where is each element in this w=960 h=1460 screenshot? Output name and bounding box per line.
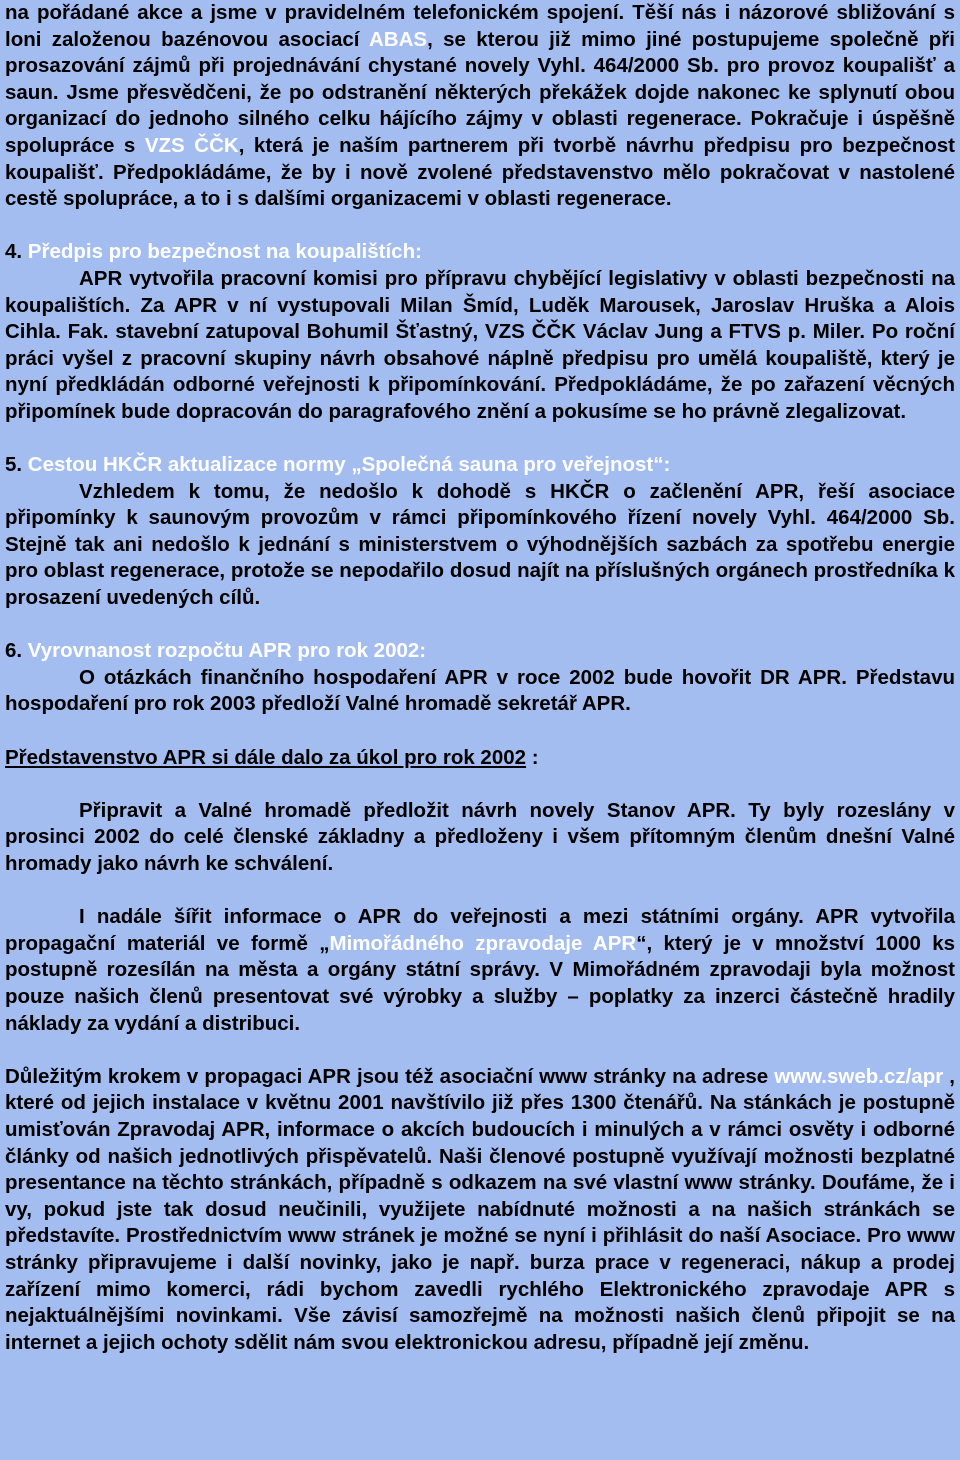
tasks-heading-text: Představenstvo APR si dále dalo za úkol pro rok 2002 [5,745,527,769]
section-4-body: APR vytvořila pracovní komisi pro přípravu chybějící legislativy v oblasti bezpečnosti na koupalištích. Za APR v ní vystupovali Milan Šmíd, Luděk Marousek, Jaroslav Hruška a Alois Cihla. Fak. stavební zatupoval Bohumil Šťastný, VZS ČČK Václav Jung a FTVS p. Miler. Po roční práci vyšel z pracovní skupiny návrh obsahové náplně předpisu pro umělá koupaliště, který je nyní předkládán odborné veřejnosti k připomínkování. Předpokládáme, že po zařazení věcných připomínek bude dopracován do paragrafového znění a pokusíme se ho právně zlegalizovat. [5,266,955,423]
tasks-paragraph-1: Připravit a Valné hromadě předložit návrh novely Stanov APR. Ty byly rozeslány v prosinci 2002 do celé členské základny a předloženy i všem přítomným členům dnešní Valné hromady jako návrh ke schválení. [5,798,955,875]
section-5-body: Vzhledem k tomu, že nedošlo k dohodě s HKČR o začlenění APR, řeší asociace připomínky k saunovým provozům v rámci připomínkového řízení novely Vyhl. 464/2000 Sb. Stejně tak ani nedošlo k jednání s ministerstvem o výhodnějších sazbách za spotřebu energie pro oblast regenerace, protože se nepodařilo dosud najít na příslušných orgánech prostředníka k prosazení uvedených cílů. [5,479,955,610]
section-5-title: Cestou HKČR aktualizace normy „Společná sauna pro veřejnost“: [27,453,671,477]
intro-text-3: , která je naším partnerem při tvorbě návrhu předpisu pro bezpečnost koupališť. Předpokládáme, že by i nově zvolené představenstvo mělo pokračovat v nastolené cestě spolupráce, a to i s dalšími organizacemi v oblasti regenerace. [5,133,955,211]
section-6-body: O otázkách finančního hospodaření APR v roce 2002 bude hovořit DR APR. Představu hospodaření pro rok 2003 předloží Valné hromadě sekretář APR. [5,665,955,716]
section-4-title: Předpis pro bezpečnost na koupalištích: [27,240,422,264]
newsletter-title: Mimořádného zpravodaje APR [329,931,637,955]
section-6-title: Vyrovnanost rozpočtu APR pro rok 2002: [27,639,427,663]
tasks-heading-tail: : [526,745,539,769]
section-5-number: 5. [5,453,28,477]
tasks-p2-text-2: “, který je v množství 1000 ks postupně rozesílán na města a orgány státní správy. V Mimořádném zpravodaji byla možnost pouze našich členů presentovat své výrobky a služby – poplatky za inzerci částečně hradily náklady za vydání a distribuci. [5,931,955,1035]
section-6-heading [5,638,955,665]
web-paragraph [5,1064,955,1357]
section-4-heading [5,239,955,266]
website-link[interactable]: www.sweb.cz/apr [774,1064,944,1088]
intro-text-2: , se kterou již mimo jiné postupujeme společně při prosazování zájmů při projednávání chystané novely Vyhl. 464/2000 Sb. pro provoz koupališť a saun. Jsme přesvědčeni, že po odstranění některých překážek dojde nakonec ke splynutí obou organizací do jednoho silného celku hájícího zájmy v oblasti regenerace. Pokračuje i úspěšně spolupráce s [5,27,955,157]
tasks-heading [5,745,955,772]
intro-paragraph [5,0,955,213]
web-text-1: Důležitým krokem v propagaci APR jsou též asociační www stránky na adrese [5,1064,775,1088]
abas-link[interactable]: ABAS [369,27,428,51]
web-text-2: , které od jejich instalace v květnu 2001 navštívilo již přes 1300 čtenářů. Na stánkách je postupně umisťován Zpravodaj APR, informace o akcích budoucích i minulých a v rámci osvěty i odborné články od našich jednotlivých přispěvatelů. Naši členové postupně využívají možnosti bezplatné presentance na těchto stránkách, případně s odkazem na své vlastní www stránky. Doufáme, že i vy, pokud jste tak dosud neučinili, využijete nabídnuté možnosti a na našich stránkách se představíte. Prostřednictvím www stránek je možné se nyní i přihlásit do naší Asociace. Pro www stránky připravujeme i další novinky, jako je např. burza prace v regeneraci, nákup a prodej zařízení mimo komerci, rádi bychom zavedli rychlého Elektronického zpravodaje APR s nejaktuálnějšími novinkami. Vše závisí samozřejmě na možnosti našich členů připojit se na internet a jejich ochoty sdělit nám svou elektronickou adresu, případně její změnu. [5,1064,955,1354]
intro-text-1: na pořádané akce a jsme v pravidelném telefonickém spojení. Těší nás i názorové sbližování s loni založenou bazénovou asociací [5,1,955,51]
vzs-link[interactable]: VZS ČČK [144,133,239,157]
tasks-p2-text-1: I nadále šířit informace o APR do veřejnosti a mezi státními orgány. APR vytvořila propagační materiál ve formě „ [5,905,955,955]
section-4-number: 4. [5,240,28,264]
section-5-heading [5,452,955,479]
section-6-number: 6. [5,639,28,663]
tasks-paragraph-2 [5,904,955,1037]
